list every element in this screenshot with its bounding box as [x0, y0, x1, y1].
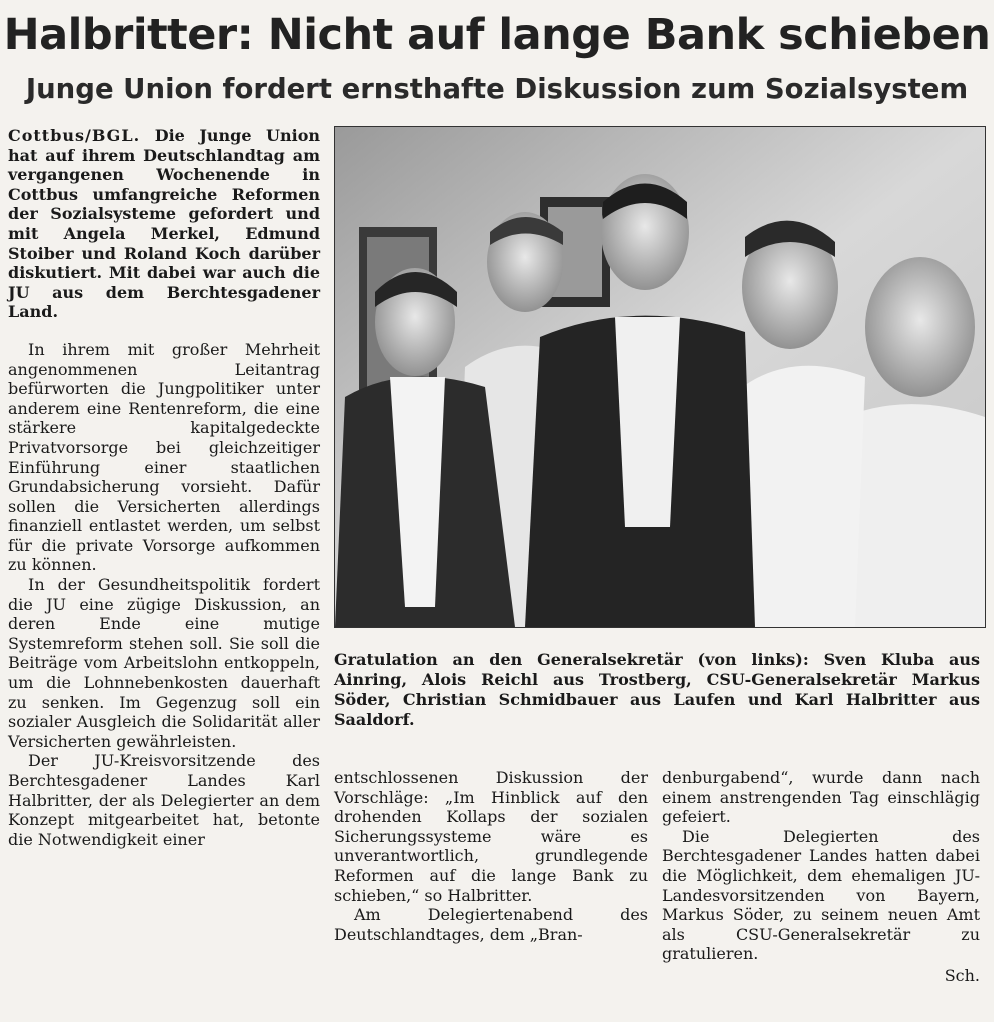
dateline: Cottbus/BGL. — [8, 126, 141, 145]
column-right — [662, 768, 980, 986]
lead-paragraph — [8, 126, 320, 322]
paragraph-halbritter: Der JU-Kreisvorsitzende des Berchtesgadener Landes Karl Halbritter, der als Delegierter an dem Konzept mitgearbeitet hat, betonte die Notwendigkeit einer — [8, 751, 320, 849]
group-photo — [334, 126, 986, 628]
lead-text: Die Junge Union hat auf ihrem Deutschlandtag am vergangenen Wochenende in Cottbus umfangreiche Reformen der Sozialsysteme gefordert und mit Angela Merkel, Edmund Stoiber und Roland Koch darüber diskutiert. Mit dabei war auch die JU aus dem Berchtesgadener Land. — [8, 126, 320, 322]
column-left — [8, 126, 320, 849]
paragraph-rentenreform: In ihrem mit großer Mehrheit angenommenen Leitantrag befürworten die Jungpolitiker unter anderem eine Rentenreform, die eine stärkere kapitalgedeckte Privatvorsorge bei gleichzeitiger Einführung einer staatlichen Grundabsicherung vorsieht. Dafür sollen die Versicherten allerdings finanziell entlastet werden, um selbst für die private Vorsorge aufkommen zu können. — [8, 339, 320, 575]
paragraph-gesundheitspolitik: In der Gesundheitspolitik fordert die JU eine zügige Diskussion, an deren Ende eine mutige Systemreform stehen soll. Sie soll die Beiträge vom Arbeitslohn entkoppeln, um die Lohnnebenkosten dauerhaft zu senken. Im Gegenzug soll ein sozialer Ausgleich die Solidarität aller Versicherten gewährleisten. — [8, 575, 320, 751]
author-signature: Sch. — [944, 965, 980, 985]
paragraph-soeder: Die Delegierten des Berchtesgadener Landes hatten dabei die Möglichkeit, dem ehemaligen JU-Landesvorsitzenden von Bayern, Markus Söder, zu seinem neuen Amt als CSU-Generalsekretär zu gratulieren. — [662, 826, 980, 964]
photo-caption: Gratulation an den Generalsekretär (von links): Sven Kluba aus Ainring, Alois Reichl aus Trostberg, CSU-Generalsekretär Markus Söder, Christian Schmidbauer aus Laufen und Karl Halbritter aus Saaldorf. — [334, 650, 980, 729]
headline: Halbritter: Nicht auf lange Bank schieben — [3, 10, 991, 60]
paragraph-delegiertenabend-continued: denburgabend“, wurde dann nach einem anstrengenden Tag einschlägig gefeiert. — [662, 768, 980, 827]
paragraph-delegiertenabend: Am Delegiertenabend des Deutschlandtages, dem „Bran- — [334, 905, 648, 944]
subheadline: Junge Union fordert ernsthafte Diskussion zum Sozialsystem — [25, 73, 969, 105]
paragraph-halbritter-continued: entschlossenen Diskussion der Vorschläge: „Im Hinblick auf den drohenden Kollaps der sozialen Sicherungssysteme wäre es unverantwortlich, grundlegende Reformen auf die lange Bank zu schieben,“ so Halbritter. — [334, 768, 648, 905]
column-middle — [334, 768, 648, 944]
